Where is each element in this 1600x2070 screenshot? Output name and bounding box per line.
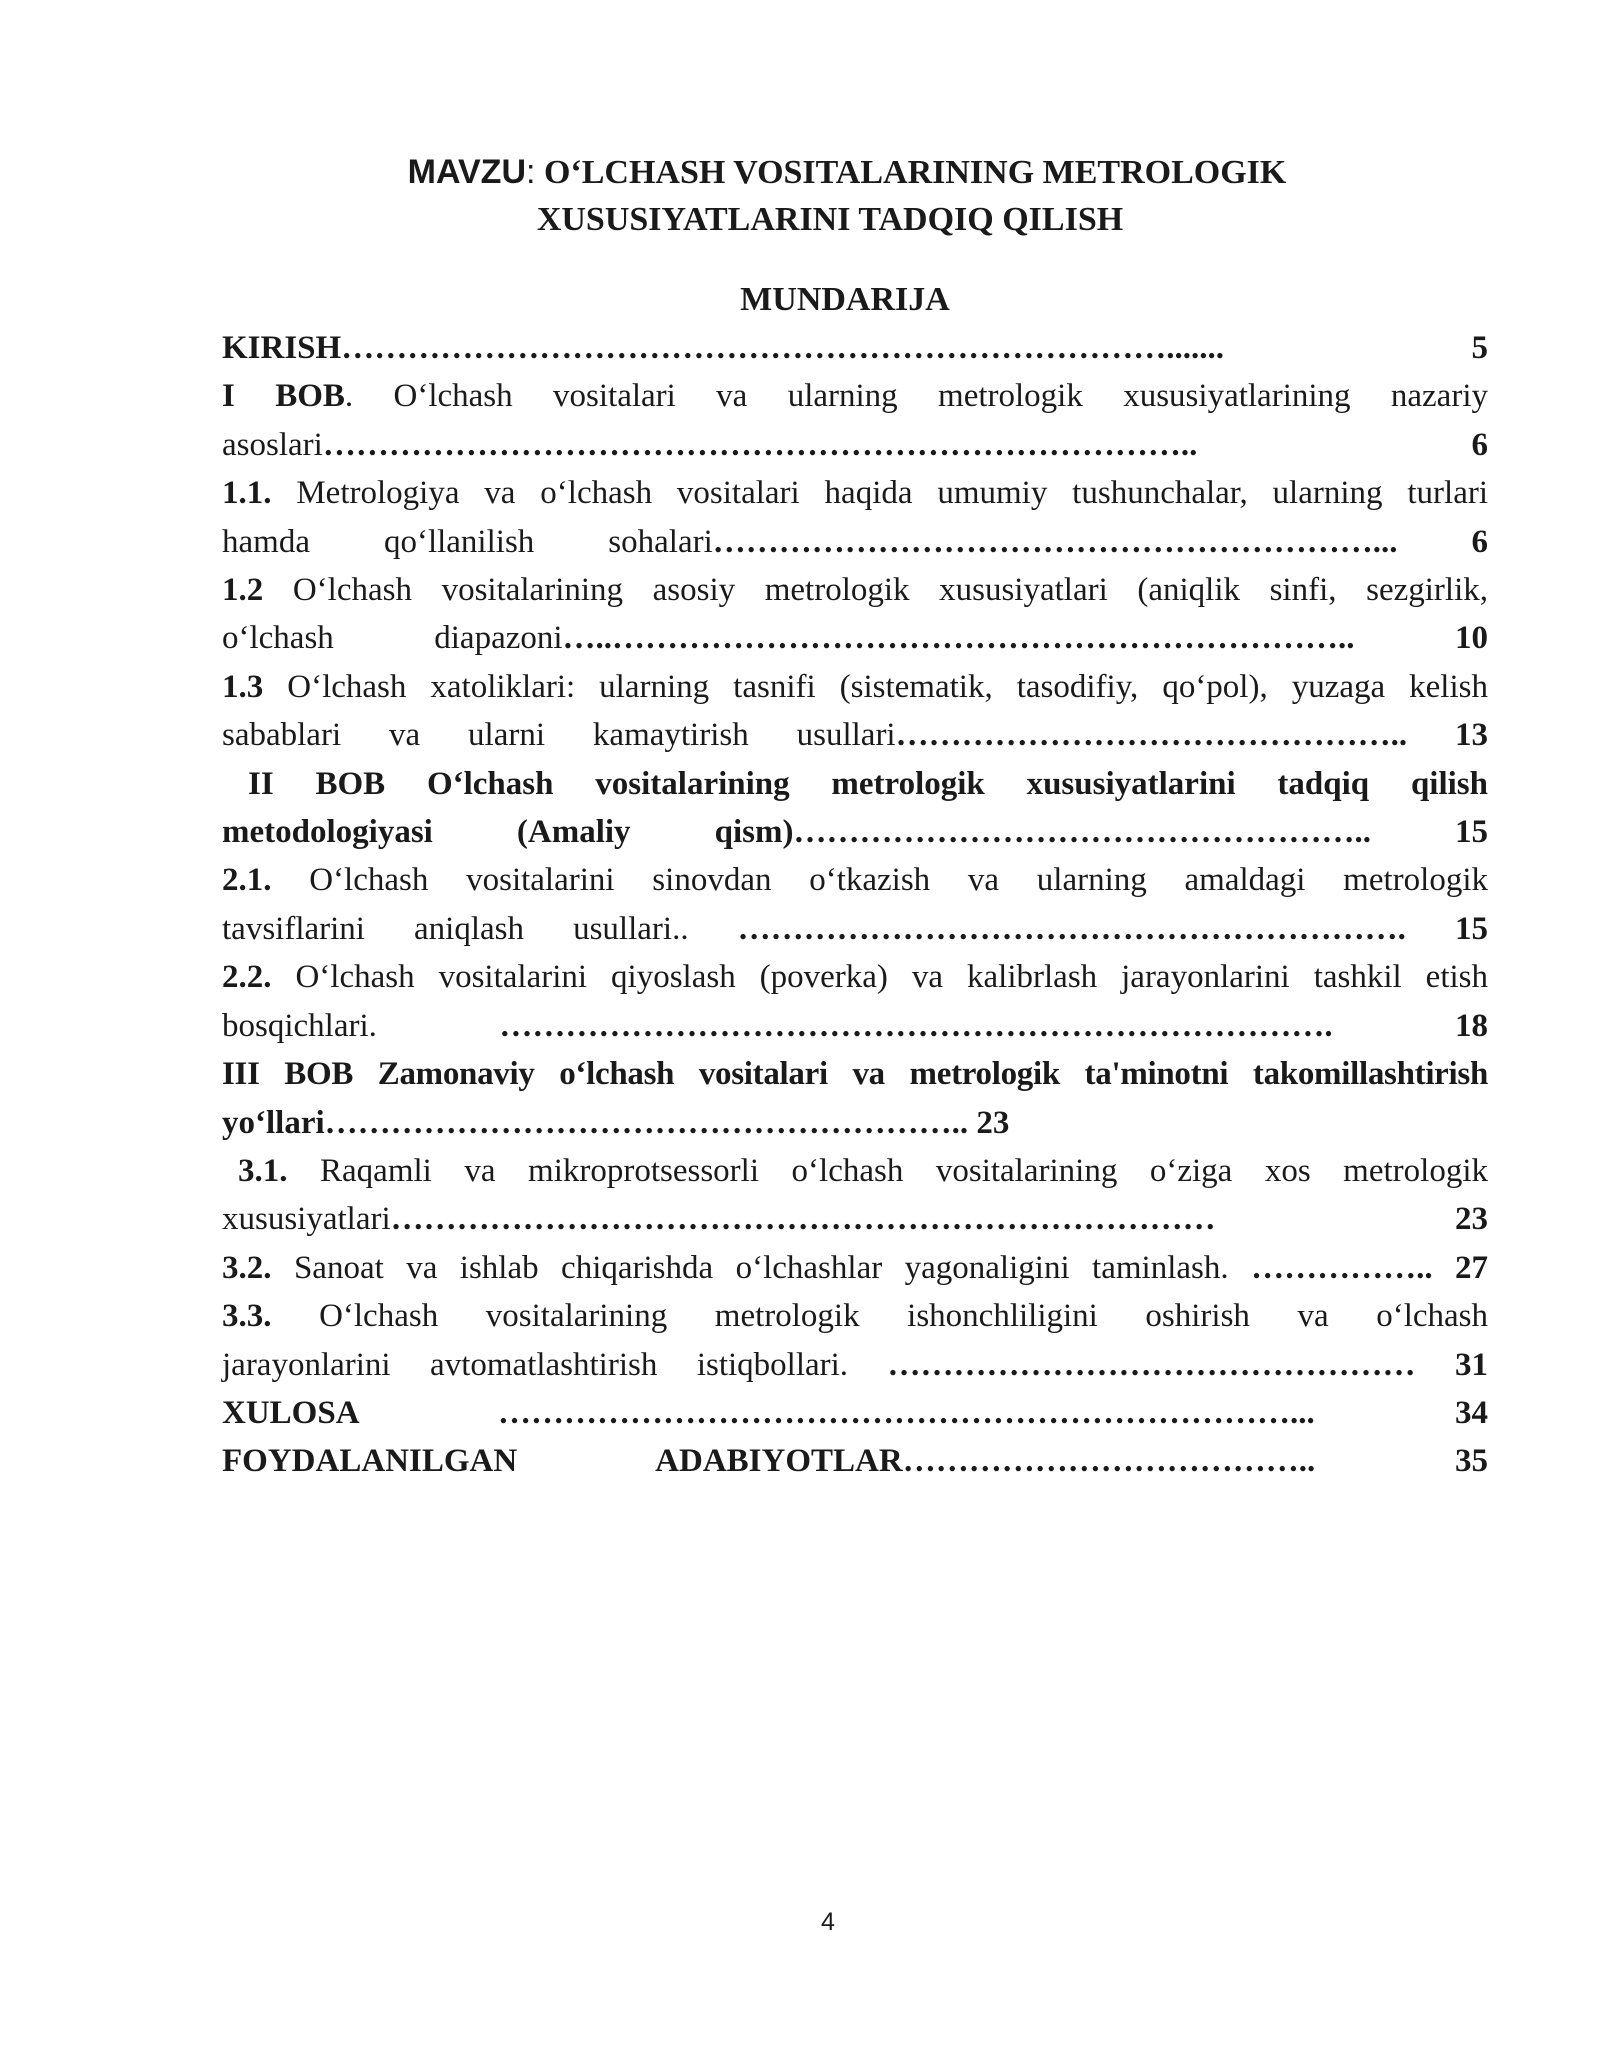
s31-text-b: xususiyatlari <box>222 1201 391 1238</box>
bob3-page: ………………………………………………….. 23 <box>324 1104 1010 1141</box>
s11-number: 1.1. <box>222 475 272 512</box>
s21-text-b: tavsiflarini aniqlash usullari.. <box>222 910 738 947</box>
contents-heading: MUNDARIJA <box>740 281 950 318</box>
bob2-text-b: metodologiyasi (Amaliy qism) <box>222 814 794 851</box>
toc-entry-3-1-cont <box>222 1195 1488 1243</box>
s11-text-a: Metrologiya va o‘lchash vositalari haqida umumiy tushunchalar, ularning turlari <box>271 475 1488 512</box>
s22-text-a: O‘lchash vositalarini qiyoslash (poverka) va kalibrlash jarayonlarini tashkil etish <box>271 959 1488 996</box>
s12-number: 1.2 <box>222 572 264 609</box>
toc-entry-kirish: KIRISH…………………………………………………………………....... 5 <box>222 330 1488 366</box>
document-title-line-1 <box>0 148 1600 197</box>
s32-text: Sanoat va ishlab chiqarishda o‘lchashlar yagonaligini taminlash. <box>271 1249 1252 1286</box>
s22-text-b: bosqichlari. <box>222 1007 500 1044</box>
bob1-text-b: asoslari <box>222 426 323 463</box>
bob2-page: …………………………………………….. 15 <box>793 814 1488 851</box>
toc-entry-bob1 <box>222 372 1488 420</box>
toc-entry-1-1 <box>222 469 1488 517</box>
toc-entry-2-1-cont <box>222 905 1488 953</box>
toc-entry-3-2 <box>222 1244 1488 1292</box>
document-title-line-2: XUSUSIYATLARINI TADQIQ QILISH <box>536 201 1124 238</box>
toc-entry-bob3-cont <box>222 1099 1488 1147</box>
toc-entry-1-1-cont <box>222 518 1488 566</box>
s21-number: 2.1. <box>222 862 272 899</box>
topic-colon: : <box>526 153 536 191</box>
toc-entry-bob2-cont <box>222 808 1488 856</box>
toc-entry-bob3: III BOB Zamonaviy o‘lchash vositalari va metrologik ta'minotni takomillashtirish <box>222 1056 1488 1093</box>
toc-entry-2-1 <box>222 856 1488 904</box>
s11-page: ……………………………………………………... 6 <box>712 523 1488 560</box>
toc-entry-2-2-cont <box>222 1002 1488 1050</box>
s22-number: 2.2. <box>222 959 272 996</box>
toc-entry-1-3 <box>222 663 1488 711</box>
toc-entry-3-3-cont <box>222 1341 1488 1389</box>
s31-number: 3.1. <box>238 1152 288 1189</box>
s11-text-b: hamda qo‘llanilish sohalari <box>222 523 713 560</box>
s33-page: ………………………………………… 31 <box>887 1346 1488 1383</box>
s31-text-a: Raqamli va mikroprotsessorli o‘lchash vositalarining o‘ziga xos metrologik <box>287 1152 1488 1189</box>
s31-page: ………………………………………………………………… 23 <box>390 1201 1488 1238</box>
s33-text-a: O‘lchash vositalarining metrologik ishonchliligini oshirish va o‘lchash <box>271 1298 1488 1335</box>
s33-text-b: jarayonlarini avtomatlashtirish istiqbollari. <box>222 1346 888 1383</box>
toc-entry-1-3-cont <box>222 711 1488 759</box>
s13-text-a: O‘lchash xatoliklari: ularning tasnifi (sistematik, tasodifiy, qo‘pol), yuzaga kelish <box>263 668 1488 705</box>
s12-text-b: o‘lchash diapazoni <box>222 620 563 657</box>
toc-entry-xulosa: XULOSA ………………………………………………………………... 34 <box>222 1394 1488 1431</box>
s13-number: 1.3 <box>222 668 264 705</box>
s21-text-a: O‘lchash vositalarini sinovdan o‘tkazish va ularning amaldagi metrologik <box>271 862 1488 899</box>
bob1-text-a: . O‘lchash vositalari va ularning metrologik xususiyatlarining nazariy <box>344 378 1488 415</box>
bob3-text-b: yo‘llari <box>222 1104 325 1141</box>
page-number: 4 <box>821 1908 835 1936</box>
toc-entry-1-2 <box>222 566 1488 614</box>
topic-prefix: MAVZU <box>407 153 526 191</box>
s32-number: 3.2. <box>222 1249 272 1286</box>
s12-text-a: O‘lchash vositalarining asosiy metrologik xususiyatlari (aniqlik sinfi, sezgirlik, <box>263 572 1488 609</box>
toc-entry-adabiyotlar: FOYDALANILGAN ADABIYOTLAR……………………………….. 35 <box>222 1443 1488 1480</box>
bob1-page: …………………………………………………………………….. 6 <box>322 426 1488 463</box>
s22-page: …………………………………………………………………. 18 <box>499 1007 1488 1044</box>
title-text-1: O‘LCHASH VOSITALARINING METROLOGIK <box>535 154 1287 191</box>
toc-entry-3-3 <box>222 1292 1488 1340</box>
toc-entry-bob1-cont <box>222 421 1488 469</box>
toc-entry-2-2 <box>222 953 1488 1001</box>
table-of-contents <box>222 324 1488 1486</box>
s12-page: …..………………………………………………………….. 10 <box>562 620 1489 657</box>
s13-page: ……………………………………….. 13 <box>895 717 1489 754</box>
s33-number: 3.3. <box>222 1298 272 1335</box>
s21-page: ……………………………………………………. 15 <box>737 910 1489 947</box>
s13-text-b: sabablari va ularni kamaytirish usullari <box>222 717 896 754</box>
s32-page: …………….. 27 <box>1251 1249 1489 1286</box>
toc-entry-1-2-cont <box>222 614 1488 662</box>
toc-entry-bob2: II BOB O‘lchash vositalarining metrologik xususiyatlarini tadqiq qilish <box>248 765 1488 802</box>
toc-entry-3-1 <box>222 1147 1488 1195</box>
bob1-label: I BOB <box>222 378 345 415</box>
